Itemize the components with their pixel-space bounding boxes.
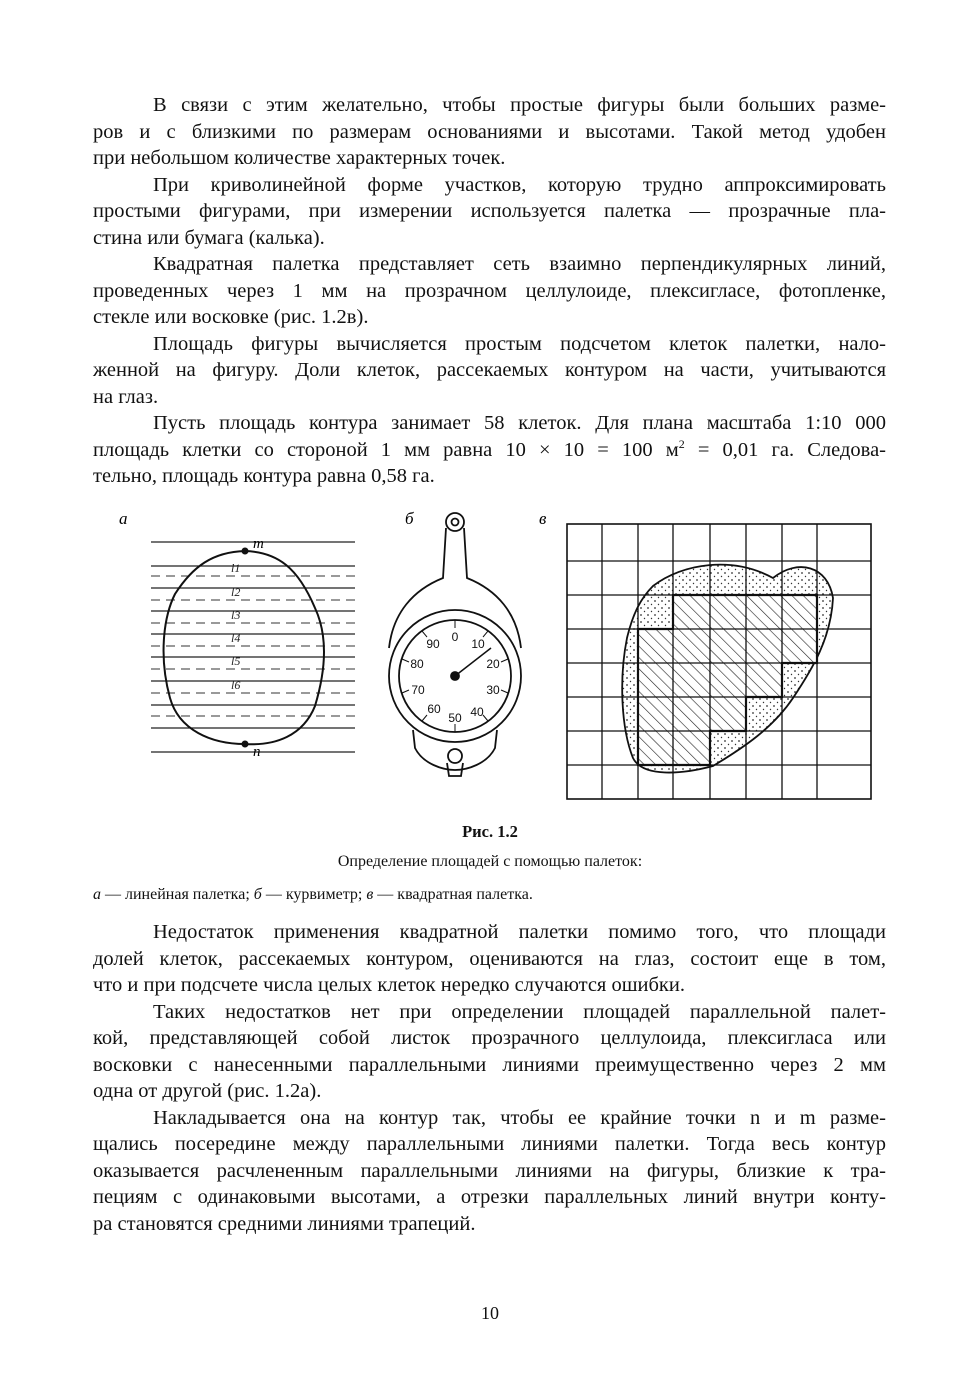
text-line: щались посередине между параллельными линиями палетки. Тогда весь контур [93, 1133, 886, 1155]
legend-text: — квадратная палетка. [373, 886, 533, 903]
text-line: тельно, площадь контура равна 0,58 га. [93, 465, 435, 487]
label-b: б [405, 509, 414, 528]
dial-number: 60 [427, 702, 441, 716]
text-fragment: = 0,01 га. Следова- [684, 438, 886, 461]
paragraph-1 [93, 92, 886, 172]
legend-letter: а [93, 886, 101, 903]
segment-label: l2 [231, 585, 241, 599]
text-line: одна от другой (рис. 1.2а). [93, 1080, 322, 1102]
segment-label: l6 [231, 678, 241, 692]
text-line: женной на фигуру. Доли клеток, рассекаемых контуром на части, учитываются [93, 359, 886, 381]
segment-label: l4 [231, 631, 241, 645]
text-line: пециям с одинаковыми высотами, а отрезки параллельных линий внутри конту- [93, 1186, 886, 1208]
legend-text: — линейная палетка; [101, 886, 254, 903]
label-v: в [539, 509, 547, 528]
segment-label: l5 [231, 654, 241, 668]
legend-letter: в [366, 886, 374, 903]
text-line: В связи с этим желательно, чтобы простые фигуры были больших разме- [153, 94, 886, 116]
dial-number: 90 [426, 637, 440, 651]
figure-1-2 [93, 508, 886, 808]
point-m-dot [242, 548, 249, 555]
dial-number: 30 [486, 683, 500, 697]
dial-number: 20 [486, 657, 500, 671]
paragraph-7 [93, 999, 886, 1105]
figure-caption-subtitle: Определение площадей с помощью палеток: [337, 853, 643, 870]
paragraph-6 [93, 919, 886, 999]
paragraph-5 [93, 410, 886, 490]
legend-letter: б [253, 886, 262, 903]
superscript: 2 [678, 436, 685, 451]
text-fragment: площадь клетки со стороной 1 мм равна 10 × 10 = 100 м [93, 438, 679, 461]
text-line: Недостаток применения квадратной палетки помимо того, что площади [153, 921, 886, 943]
dial-number: 0 [451, 630, 459, 644]
text-line: При криволинейной форме участков, которую трудно аппроксимировать [153, 173, 886, 196]
top-text [93, 92, 886, 490]
text-line: оказывается расчлененным параллельными линиями на фигуры, близкие к тра- [93, 1159, 886, 1182]
segment-label: l3 [231, 608, 241, 622]
label-a: а [119, 509, 128, 528]
point-m-label: m [253, 536, 264, 552]
text-line: кой, представляющей собой листок прозрачного целлулоида, плексигласа или [93, 1027, 886, 1049]
text-line: восковки с нанесенными параллельными линиями преимущественно через 2 мм [93, 1053, 886, 1076]
paragraph-3 [93, 251, 886, 331]
text-line: простыми фигурами, при измерении используется палетка — прозрачные пла- [93, 200, 886, 222]
point-n-label: n [253, 744, 261, 760]
contour-a [164, 551, 325, 744]
page-number: 10 [481, 1303, 499, 1323]
paragraph-4 [93, 331, 886, 411]
legend-text: — курвиметр; [261, 886, 367, 903]
paragraph-8 [93, 1105, 886, 1238]
segment-label: l1 [231, 561, 241, 575]
dial-number: 50 [448, 711, 462, 725]
text-line: ров и с близкими по размерам основаниями и высотами. Такой метод удобен [93, 120, 886, 143]
dial-number: 80 [410, 657, 424, 671]
text-line: ра становятся средними линиями трапеций. [93, 1212, 476, 1235]
text-line: проведенных через 1 мм на прозрачном целлулоиде, плексигласе, фотопленке, [93, 279, 886, 302]
dial-number: 40 [470, 705, 484, 719]
text-line: при небольшом количестве характерных точек. [93, 147, 506, 169]
text-line: стина или бумага (калька). [93, 226, 325, 249]
dial-number: 10 [471, 637, 485, 651]
paragraph-2 [93, 172, 886, 252]
text-line: Квадратная палетка представляет сеть взаимно перпендикулярных линий, [153, 253, 886, 275]
text-line [93, 437, 886, 464]
figure-caption-title: Рис. 1.2 [462, 822, 518, 841]
figure-caption-legend [93, 886, 533, 904]
bottom-text [93, 919, 886, 1237]
point-n-dot [242, 741, 249, 748]
dial-number: 70 [411, 683, 425, 697]
text-line: стекле или восковке (рис. 1.2в). [93, 306, 369, 328]
text-line: долей клеток, рассекаемых контуром, оцениваются на глаз, состоит еще в том, [93, 947, 886, 970]
text-line: Площадь фигуры вычисляется простым подсчетом клеток палетки, нало- [153, 332, 886, 355]
curvimeter [389, 513, 521, 776]
text-line: Таких недостатков нет при определении площадей параллельной палет- [153, 1000, 886, 1023]
text-line: на глаз. [93, 385, 159, 408]
text-line: Пусть площадь контура занимает 58 клеток. Для плана масштаба 1:10 000 [153, 412, 886, 434]
text-line: что и при подсчете числа целых клеток нередко случаются ошибки. [93, 974, 685, 996]
text-line: Накладывается она на контур так, чтобы ее крайние точки n и m разме- [153, 1106, 886, 1129]
